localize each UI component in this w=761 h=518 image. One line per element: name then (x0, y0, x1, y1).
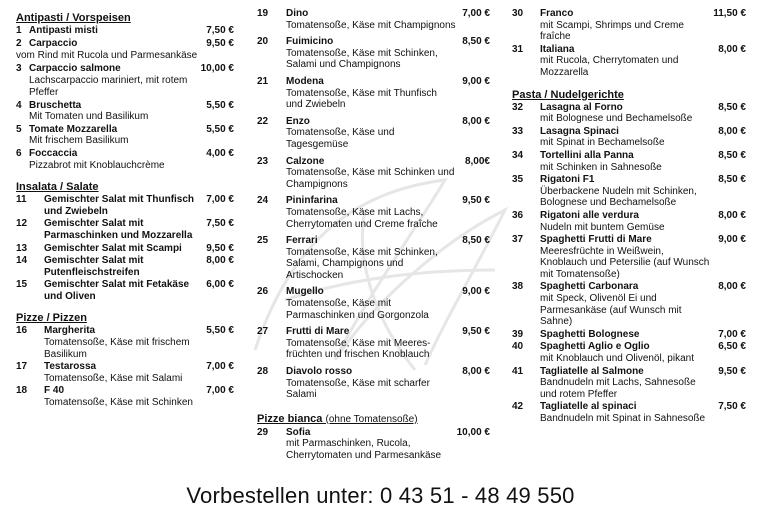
item-number: 41 (512, 365, 524, 377)
item-number: 38 (512, 281, 524, 293)
item-number: 1 (16, 25, 22, 36)
item-description: Tomatensoße, Käse und Tagesgemüse (286, 127, 395, 150)
item-number: 42 (512, 401, 524, 413)
item-name: F 40 (44, 385, 65, 397)
item-description: vom Rind mit Rucola und Parmesankäse (16, 50, 198, 62)
item-price: 9,50 € (206, 242, 234, 254)
item-name: Spaghetti Bolognese (540, 328, 640, 340)
item-description: Bandnudeln mit Lachs, Sahnesoße und rotem Pfeffer (540, 377, 696, 400)
item-description: mit Parmaschinken, Rucola, Cherrytomaten und Parmesankäse (286, 438, 442, 461)
item-description: mit Rucola, Cherrytomaten und Mozzarella (540, 55, 679, 78)
item-name: Fuimicino (286, 36, 334, 48)
item-number: 24 (257, 195, 269, 207)
item-description: Tomatensoße, Käse mit Parmaschinken und Gorgonzola (286, 298, 429, 321)
item-description: Bandnudeln mit Spinat in Sahnesoße (540, 413, 706, 424)
item-name: Ferrari (286, 235, 318, 247)
item-price: 10,00 € (200, 62, 234, 74)
menu-item (512, 174, 746, 209)
item-description: Lachscarpaccio mariniert, mit rotem Pfeffer (29, 75, 188, 98)
section-salate (16, 181, 234, 302)
item-price: 8,00 € (718, 281, 746, 293)
item-price: 7,50 € (206, 25, 234, 36)
menu-item (16, 255, 234, 278)
item-description: mit Scampi, Shrimps und Creme fraîche (540, 19, 684, 43)
item-description: Tomatensoße, Käse mit Schinken, Salami und Champignons (286, 47, 438, 71)
item-price: 8,00 € (462, 366, 490, 378)
item-price: 9,50 € (462, 195, 490, 207)
item-price: 9,00 € (462, 286, 490, 298)
item-price: 5,50 € (206, 99, 234, 111)
item-price: 9,00 € (462, 75, 490, 87)
item-number: 36 (512, 209, 524, 221)
item-name: Tomate Mozzarella (29, 123, 118, 135)
menu-item (512, 44, 746, 79)
item-name: Gemischter Salat mit Scampi (44, 242, 182, 254)
menu-item (512, 150, 746, 173)
item-name: Tagliatelle al spinaci (540, 401, 637, 413)
item-description: Überbackene Nudeln mit Schinken, Bolognese und Bechamelsoße (540, 185, 697, 209)
item-number: 2 (16, 37, 22, 49)
item-name: Tagliatelle al Salmone (540, 365, 644, 377)
item-number: 5 (16, 123, 22, 135)
item-name: Testarossa (44, 361, 97, 373)
menu-item (16, 325, 234, 360)
item-number: 29 (257, 426, 269, 438)
menu-item (257, 195, 490, 230)
item-description: mit Bolognese und Bechamelsoße (540, 113, 693, 125)
item-description: mit Speck, Olivenöl Ei und Parmesankäse (auf Wunsch mit Sahne) (540, 293, 682, 328)
item-name: Calzone (286, 155, 325, 167)
section-title (257, 413, 490, 426)
item-description: Mit Tomaten und Basilikum (29, 111, 149, 123)
menu-item (257, 326, 490, 361)
item-number: 35 (512, 174, 524, 186)
item-name: Franco (540, 8, 574, 19)
item-name: Frutti di Mare (286, 326, 350, 338)
item-name: Pininfarina (286, 195, 338, 207)
item-price: 6,00 € (206, 279, 234, 291)
item-price: 9,50 € (718, 365, 746, 377)
item-number: 6 (16, 147, 22, 159)
item-number: 3 (16, 62, 22, 74)
item-number: 27 (257, 326, 269, 338)
section-pizze (16, 312, 234, 408)
menu-item (512, 8, 746, 43)
item-number: 16 (16, 325, 28, 337)
item-name: Foccaccia (29, 147, 78, 159)
item-name: Mugello (286, 286, 324, 298)
item-name: Rigatoni F1 (540, 174, 595, 186)
item-number: 20 (257, 36, 269, 48)
menu-item (16, 124, 234, 147)
item-price: 9,50 € (462, 326, 490, 338)
item-name: Bruschetta (29, 99, 82, 111)
item-name: Gemischter Salat mit Fetakäse und Oliven (44, 279, 190, 302)
item-price: 7,50 € (718, 401, 746, 413)
menu-column-3 (512, 8, 746, 426)
menu-item (16, 63, 234, 75)
section-title: Pasta / Nudelgerichte (512, 88, 624, 101)
item-description: Tomatensoße, Käse mit frischem Basilikum (44, 337, 190, 360)
item-description: Tomatensoße, Käse mit Schinken, Salami, Champignons und Artischocken (286, 246, 438, 281)
item-name: Lasagna al Forno (540, 101, 623, 113)
item-description: Tomatensoße, Käse mit Lachs, Cherrytomaten und Creme fraîche (286, 206, 438, 230)
item-number: 26 (257, 286, 269, 298)
item-name: Antipasti misti (29, 25, 98, 36)
menu-item (16, 279, 234, 302)
item-price: 8,00€ (464, 155, 490, 167)
item-price: 5,50 € (206, 123, 234, 135)
item-name: Tortellini alla Panna (540, 149, 634, 161)
item-price: 8,00 € (718, 125, 746, 137)
item-price: 4,00 € (206, 147, 234, 159)
item-description: Mit frischem Basilikum (29, 135, 129, 147)
menu-item-desc (16, 50, 234, 62)
menu-item (16, 243, 234, 255)
item-description: mit Schinken in Sahnesoße (540, 161, 662, 173)
item-description: Pizzabrot mit Knoblauchcrème (29, 159, 165, 171)
menu-item (16, 218, 234, 241)
item-price: 7,00 € (206, 194, 234, 206)
item-name: Carpaccio (29, 37, 78, 49)
item-description: mit Spinat in Bechamelsoße (540, 137, 665, 149)
section-pasta (512, 89, 746, 425)
menu-item-desc (16, 75, 234, 98)
section-title: Insalata / Salate (16, 181, 99, 194)
menu-item (512, 341, 746, 364)
item-description: Tomatensoße, Käse mit Schinken (44, 397, 193, 409)
item-price: 8,00 € (718, 209, 746, 221)
item-number: 11 (16, 194, 27, 206)
menu-item (257, 427, 490, 462)
item-price: 7,00 € (206, 385, 234, 397)
menu-item (257, 235, 490, 281)
item-name: Spaghetti Frutti di Mare (540, 234, 652, 246)
item-description: Tomatensoße, Käse mit Meeres-früchten und frischen Knoblauch (286, 337, 431, 361)
menu-item (512, 234, 746, 280)
menu-item (257, 366, 490, 401)
item-description: Tomatensoße, Käse mit Salami (44, 372, 183, 384)
item-description: Tomatensoße, Käse mit Champignons (286, 19, 456, 31)
menu-item (16, 38, 234, 50)
item-price: 8,50 € (718, 149, 746, 161)
menu-item (512, 126, 746, 149)
menu-item (16, 25, 234, 37)
section-pizze-bianca (257, 413, 490, 462)
item-price: 7,00 € (462, 8, 490, 19)
menu-item (257, 76, 490, 111)
item-price: 9,00 € (718, 234, 746, 246)
item-number: 21 (257, 75, 269, 87)
item-name: Gemischter Salat mit Putenfleischstreifen (44, 255, 144, 278)
item-number: 23 (257, 155, 269, 167)
item-number: 15 (16, 279, 28, 291)
preorder-phone: Vorbestellen unter: 0 43 51 - 48 49 550 (186, 483, 575, 508)
item-number: 30 (512, 8, 524, 19)
item-price: 7,00 € (718, 328, 746, 340)
menu-item (257, 36, 490, 71)
section-note: (ohne Tomatensoße) (325, 413, 418, 425)
item-name: Rigatoni alle verdura (540, 209, 639, 221)
item-price: 8,50 € (462, 235, 490, 247)
item-description: Tomatensoße, Käse mit Thunfisch und Zwiebeln (286, 87, 437, 111)
item-number: 22 (257, 115, 269, 127)
menu-item (512, 329, 746, 341)
item-price: 11,50 € (713, 8, 746, 19)
menu-item (512, 401, 746, 424)
item-number: 39 (512, 328, 524, 340)
item-number: 33 (512, 125, 524, 137)
item-description: Meeresfrüchte in Weißwein, Knoblauch und Petersilie (auf Wunsch mit Tomatensoße) (540, 245, 710, 280)
menu-item (512, 102, 746, 125)
item-price: 8,50 € (718, 101, 746, 113)
item-price: 9,50 € (206, 37, 234, 49)
item-number: 25 (257, 235, 269, 247)
menu-item (512, 210, 746, 233)
item-number: 17 (16, 361, 28, 373)
menu-item (16, 148, 234, 171)
section-title: Pizze / Pizzen (16, 312, 87, 325)
item-name: Dino (286, 8, 309, 19)
item-number: 12 (16, 218, 28, 230)
item-number: 13 (16, 242, 28, 254)
item-number: 28 (257, 366, 269, 378)
menu-column-1 (16, 8, 234, 410)
item-price: 8,00 € (718, 43, 746, 55)
section-title: Antipasti / Vorspeisen (16, 12, 131, 24)
item-number: 4 (16, 99, 22, 111)
menu-item (257, 156, 490, 191)
item-number: 40 (512, 341, 524, 353)
item-name: Diavolo rosso (286, 366, 353, 378)
item-name: Carpaccio salmone (29, 62, 121, 74)
item-name: Enzo (286, 115, 310, 127)
menu-item (512, 366, 746, 401)
item-price: 7,50 € (206, 218, 234, 230)
menu-item (257, 286, 490, 321)
menu-item (16, 361, 234, 384)
item-price: 8,50 € (718, 174, 746, 186)
item-price: 6,50 € (718, 341, 746, 353)
item-price: 10,00 € (456, 426, 490, 438)
item-number: 32 (512, 101, 524, 113)
item-name: Spaghetti Carbonara (540, 281, 639, 293)
menu-item (16, 385, 234, 408)
item-price: 8,50 € (462, 36, 490, 48)
item-price: 8,00 € (462, 115, 490, 127)
menu-item (257, 116, 490, 151)
item-number: 34 (512, 149, 524, 161)
item-price: 7,00 € (206, 361, 234, 373)
item-number: 37 (512, 234, 524, 246)
item-name: Italiana (540, 43, 575, 55)
item-number: 14 (16, 255, 28, 267)
item-description: mit Knoblauch und Olivenöl, pikant (540, 353, 694, 365)
item-price: 5,50 € (206, 325, 234, 337)
item-name: Modena (286, 75, 324, 87)
section-antipasti (16, 12, 234, 171)
section-title-text: Pizze bianca (257, 412, 323, 425)
item-name: Gemischter Salat mit Parmaschinken und Mozzarella (44, 218, 193, 241)
item-number: 31 (512, 43, 524, 55)
menu-item (16, 100, 234, 123)
item-description: Tomatensoße, Käse mit Schinken und Champignons (286, 167, 455, 190)
menu-item (257, 8, 490, 31)
item-name: Sofia (286, 426, 311, 438)
item-name: Spaghetti Aglio e Oglio (540, 341, 650, 353)
menu-column-2 (257, 8, 490, 463)
item-price: 8,00 € (206, 255, 234, 267)
item-description: Tomatensoße, Käse mit scharfer Salami (286, 377, 430, 401)
item-name: Gemischter Salat mit Thunfisch und Zwiebeln (44, 194, 195, 217)
item-name: Margherita (44, 325, 96, 337)
item-number: 19 (257, 8, 269, 19)
item-description: Nudeln mit buntem Gemüse (540, 221, 665, 233)
item-name: Lasagna Spinaci (540, 125, 619, 137)
item-number: 18 (16, 385, 28, 397)
menu-item (16, 194, 234, 217)
menu-item (512, 281, 746, 327)
